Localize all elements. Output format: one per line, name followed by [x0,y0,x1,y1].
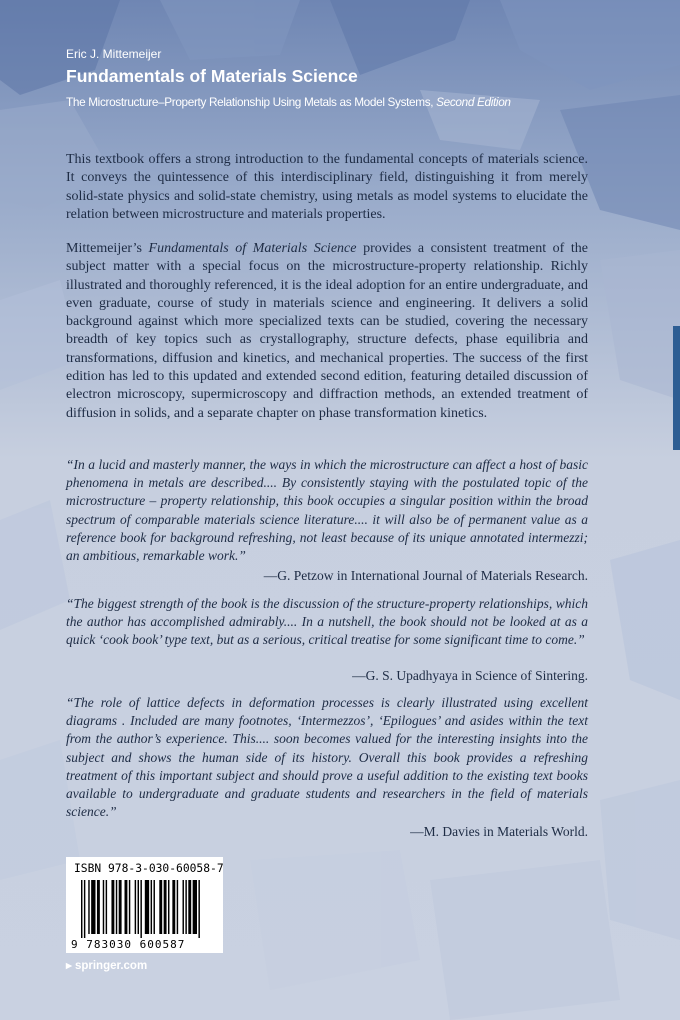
spine-color-tab [673,326,680,450]
isbn-barcode-box [66,857,223,953]
isbn-label: ISBN 978-3-030-60058-7 [74,862,224,875]
barcode-bar [91,880,95,934]
barcode-bar [88,880,89,934]
book-title: Fundamentals of Materials Science [66,66,358,86]
barcode-bar [140,880,141,938]
paragraph2-book-title: Fundamentals of Materials Science [148,241,357,256]
barcode-bar [183,880,184,934]
review-attribution-3: —M. Davies in Materials World. [410,824,588,839]
paragraph2-lead: Mittemeijer’s [66,241,142,256]
barcode-bar [97,880,100,934]
barcode-bar [185,880,186,934]
review-quote-3: “The role of lattice defects in deformation processes is clearly illustrated using excellent diagrams . Included are many footnotes, ‘Intermezzos’, ‘Epilogues’ and asides within the text from the author’s experience. This.... soon becomes valued for the interesting insights into the subject and shows the human side of its history. Overall this book provides a refreshing treatment of this important subject and should prove a useful addition to the existing text books available to undergraduate and graduate students and researchers in the field of materials science.” [66,695,588,820]
barcode-bar [164,880,167,934]
review-quote-2: “The biggest strength of the book is the discussion of the structure-property relationships, which the author has accomplished admirably.... In a nutshell, the book should not be looked at as a quick ‘cook book’ type text, but as a serious, critical treatise for some significant time to come.” [66,596,588,648]
book-subtitle [66,95,511,109]
review-attribution-2: —G. S. Upadhyaya in Science of Sintering. [352,668,588,683]
barcode-bar [106,880,107,934]
barcode-bar [198,880,199,938]
barcode-bar [135,880,136,934]
author-name: Eric J. Mittemeijer [66,47,162,61]
barcode-bar [193,880,197,934]
barcode-bar [172,880,175,934]
paragraph2-rest: provides a consistent treatment of the subject matter with a special focus on the microstructure-property relationship. Richly illustrated and thoroughly referenced, it is the ideal adoption for an entire undergraduate, and even graduate, course of study in materials science and engineering. It delivers a solid background against which more specialized texts can be studied, covering the necessary breadth of key topics such as crystallography, structure defects, phase equilibria and transformations, diffusion and kinetics, and mechanical properties. The success of the first edition has led to this updated and extended second edition, featuring detailed discussion of electron microscopy, supermicroscopy and diffraction methods, an extended treatment of diffusion in solids, and a separate chapter on phase transformation kinetics. [66,241,589,421]
barcode-bar [81,880,82,938]
barcode-digits: 9 783030 600587 [71,938,186,951]
barcode-bar [159,880,162,934]
subtitle-main: The Microstructure–Property Relationship Using Metals as Model Systems, [66,95,434,109]
review-attribution-1: —G. Petzow in International Journal of Materials Research. [263,568,588,583]
barcode-bar [103,880,104,934]
barcode-bar [145,880,149,934]
barcode-bar [111,880,114,934]
description-paragraph-2 [66,240,588,423]
barcode [79,880,219,938]
barcode-bar [129,880,130,934]
barcode-bar [119,880,122,934]
description-paragraph-1: This textbook offers a strong introduction to the fundamental concepts of materials science. It conveys the quintessence of this interdisciplinary field, distinguishing it from merely solid-state physics and solid-state chemistry, using metals as model systems to elucidate the relation between microstructure and materials properties. [66,152,588,222]
barcode-bar [177,880,178,934]
barcode-bar [84,880,85,938]
subtitle-edition: Second Edition [436,95,511,109]
barcode-bar [125,880,128,934]
review-quote-1: “In a lucid and masterly manner, the ways in which the microstructure can affect a host of basic phenomena in metals are described.... By consistently staying with the postulated topic of the microstructure – property relationship, this book occupies a singular position within the broad spectrum of comparable materials science literature.... it will also be of permanent value as a reference book for background refreshing, not least because of its unique annotated intermezzi; an ambitious, remarkable work.” [66,457,588,564]
publisher-link[interactable]: ▸ springer.com [66,960,148,972]
barcode-bar [138,880,139,934]
barcode-bar [154,880,155,934]
barcode-bar [188,880,191,934]
barcode-bar [116,880,117,934]
barcode-bar [168,880,169,934]
barcode-bar [151,880,152,934]
